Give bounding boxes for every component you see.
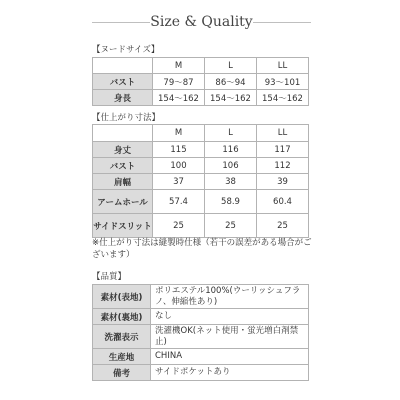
table-cell: ポリエステル100%(ウーリッシュフラノ、伸縮性あり) [151, 285, 309, 309]
table-row [93, 285, 309, 309]
table-cell: 117 [257, 142, 309, 158]
table-row [93, 365, 309, 381]
table-cell: 25 [153, 214, 205, 238]
table-cell: 116 [205, 142, 257, 158]
table-row [93, 309, 309, 325]
table-row [93, 325, 309, 349]
table-cell: 洗濯機OK(ネット使用・蛍光増白剤禁止) [151, 325, 309, 349]
table-cell: 112 [257, 158, 309, 174]
table-cell: CHINA [151, 349, 309, 365]
nude-size-col-header: M [153, 58, 205, 74]
table-cell: 79〜87 [153, 74, 205, 90]
table-cell: 25 [205, 214, 257, 238]
row-header: バスト [93, 158, 153, 174]
table-row [93, 158, 309, 174]
row-header: 身丈 [93, 142, 153, 158]
table-cell: 37 [153, 174, 205, 190]
table-cell: 106 [205, 158, 257, 174]
nude-size-col-header: LL [257, 58, 309, 74]
table-row [93, 214, 309, 238]
table-row [93, 349, 309, 365]
row-header: 備考 [93, 365, 151, 381]
table-cell: 86〜94 [205, 74, 257, 90]
row-header: アームホール [93, 190, 153, 214]
title-row [0, 10, 400, 34]
nude-size-label: 【ヌードサイズ】 [92, 45, 160, 55]
row-header: 肩幅 [93, 174, 153, 190]
table-row [93, 174, 309, 190]
quality-label: 【品質】 [92, 272, 127, 282]
table-row [93, 142, 309, 158]
row-header: 身長 [93, 90, 153, 106]
row-header: サイドスリット [93, 214, 153, 238]
quality-table [92, 284, 309, 381]
nude-size-table [92, 57, 309, 106]
title-divider-right [253, 22, 311, 23]
finished-size-note: ※仕上がり寸法は縫製時仕様（若干の誤差がある場合がございます） [92, 238, 312, 260]
nude-size-header-row [93, 58, 309, 74]
table-cell: 39 [257, 174, 309, 190]
finished-size-corner-cell [93, 125, 153, 142]
table-cell: 100 [153, 158, 205, 174]
page-title: Size & Quality [150, 14, 253, 30]
row-header: 洗濯表示 [93, 325, 151, 349]
table-cell: 154〜162 [153, 90, 205, 106]
nude-size-col-header: L [205, 58, 257, 74]
row-header: 素材(表地) [93, 285, 151, 309]
table-cell: 25 [257, 214, 309, 238]
table-row [93, 74, 309, 90]
table-cell: なし [151, 309, 309, 325]
finished-size-col-header: M [153, 125, 205, 142]
nude-size-corner-cell [93, 58, 153, 74]
row-header: 生産地 [93, 349, 151, 365]
table-cell: 57.4 [153, 190, 205, 214]
table-cell: サイドポケットあり [151, 365, 309, 381]
finished-size-col-header: L [205, 125, 257, 142]
table-cell: 93〜101 [257, 74, 309, 90]
title-divider-left [92, 22, 150, 23]
row-header: 素材(裏地) [93, 309, 151, 325]
table-cell: 154〜162 [205, 90, 257, 106]
table-row [93, 90, 309, 106]
finished-size-label: 【仕上がり寸法】 [92, 113, 161, 123]
finished-size-col-header: LL [257, 125, 309, 142]
row-header: バスト [93, 74, 153, 90]
table-cell: 38 [205, 174, 257, 190]
finished-size-table [92, 124, 309, 238]
table-cell: 58.9 [205, 190, 257, 214]
table-cell: 115 [153, 142, 205, 158]
table-row [93, 190, 309, 214]
table-cell: 60.4 [257, 190, 309, 214]
finished-size-header-row [93, 125, 309, 142]
table-cell: 154〜162 [257, 90, 309, 106]
